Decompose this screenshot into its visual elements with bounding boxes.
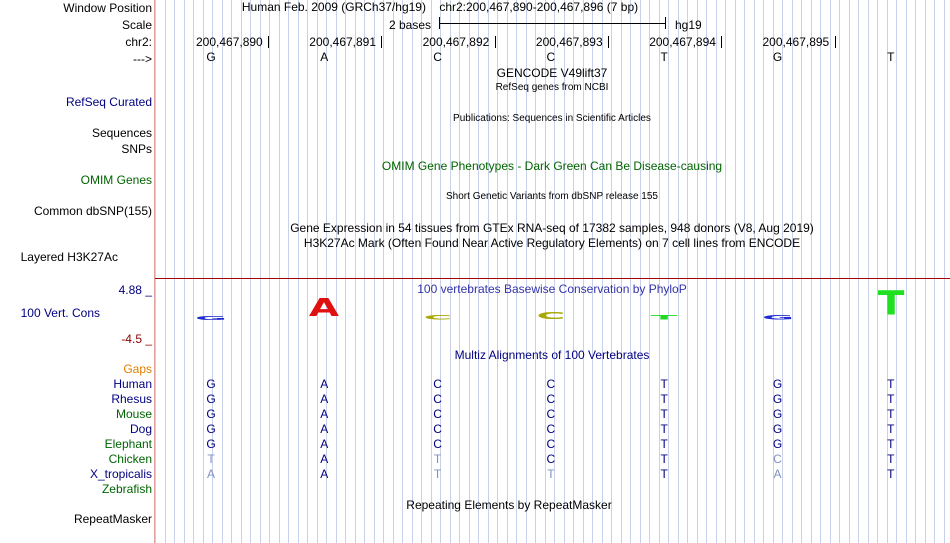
phylop-track-title[interactable]: 100 vertebrates Basewise Conservation by PhyloP bbox=[417, 282, 687, 296]
grid-line bbox=[345, 0, 346, 543]
conservation-logo-letter: C bbox=[536, 310, 566, 322]
ruler-coordinate: 200,467,891 bbox=[309, 35, 377, 49]
aligned-base: G bbox=[206, 437, 216, 451]
aligned-base: T bbox=[887, 437, 895, 451]
aligned-base: A bbox=[320, 467, 329, 481]
grid-line bbox=[763, 0, 764, 543]
aligned-base: C bbox=[433, 392, 442, 406]
aligned-base: G bbox=[206, 407, 216, 421]
grid-line bbox=[402, 0, 403, 543]
h3k27ac-track-title[interactable]: H3K27Ac Mark (Often Found Near Active Regulatory Elements) on 7 cell lines from ENCODE bbox=[303, 236, 801, 250]
scale-db-text: hg19 bbox=[675, 18, 702, 32]
species-label[interactable]: Elephant bbox=[104, 437, 152, 451]
grid-line bbox=[288, 0, 289, 543]
aligned-base: T bbox=[660, 452, 668, 466]
species-label[interactable]: Human bbox=[113, 377, 152, 391]
aligned-base: C bbox=[546, 452, 556, 466]
aligned-base: T bbox=[887, 407, 895, 421]
conservation-logo-letter: C bbox=[423, 313, 452, 322]
aligned-base: C bbox=[546, 377, 556, 391]
grid-line bbox=[877, 0, 878, 543]
strand-arrow-label: ---> bbox=[133, 52, 152, 66]
aligned-base: A bbox=[320, 407, 329, 421]
grid-line bbox=[621, 0, 622, 543]
aligned-base: T bbox=[433, 452, 442, 466]
cons-min-label: -4.5 _ bbox=[121, 332, 152, 346]
reference-base: T bbox=[887, 50, 895, 64]
sequences-label[interactable]: Sequences bbox=[91, 126, 152, 140]
grid-line bbox=[336, 0, 337, 543]
grid-line bbox=[849, 0, 850, 543]
grid-line bbox=[364, 0, 365, 543]
grid-line bbox=[260, 0, 261, 543]
grid-line bbox=[934, 0, 935, 543]
conservation-logo-letter: G bbox=[194, 314, 228, 322]
species-label[interactable]: Mouse bbox=[115, 407, 152, 421]
grid-line bbox=[801, 0, 802, 543]
aligned-base: T bbox=[207, 452, 215, 466]
aligned-base: A bbox=[320, 452, 329, 466]
grid-line bbox=[459, 0, 460, 543]
reference-base: G bbox=[772, 50, 783, 64]
grid-line bbox=[165, 0, 166, 543]
grid-line bbox=[725, 0, 726, 543]
grid-line bbox=[231, 0, 232, 543]
grid-line bbox=[754, 0, 755, 543]
species-label[interactable]: Rhesus bbox=[111, 392, 152, 406]
aligned-base: T bbox=[887, 422, 895, 436]
scale-bar-right-cap bbox=[665, 17, 666, 29]
common-dbsnp-label[interactable]: Common dbSNP(155) bbox=[33, 204, 152, 218]
scale-label: Scale bbox=[121, 18, 152, 32]
position-header bbox=[242, 0, 638, 14]
cons-max-label: 4.88 _ bbox=[118, 283, 152, 297]
reference-base: C bbox=[433, 50, 442, 64]
omim-phenotypes-title[interactable]: OMIM Gene Phenotypes - Dark Green Can Be Disease-causing bbox=[381, 159, 723, 173]
grid-line bbox=[687, 0, 688, 543]
grid-line bbox=[820, 0, 821, 543]
ruler-coordinate: 200,467,893 bbox=[535, 35, 603, 49]
species-label[interactable]: X_tropicalis bbox=[89, 467, 152, 481]
grid-line bbox=[383, 0, 384, 543]
aligned-base: A bbox=[320, 377, 329, 391]
ruler-tick bbox=[835, 36, 836, 48]
dbsnp-track-desc: Short Genetic Variants from dbSNP release 155 bbox=[446, 191, 658, 202]
species-label[interactable]: Dog bbox=[129, 422, 152, 436]
publications-track-title[interactable]: Publications: Sequences in Scientific Articles bbox=[453, 113, 651, 124]
reference-base: G bbox=[206, 50, 216, 64]
grid-line bbox=[317, 0, 318, 543]
species-label[interactable]: Zebrafish bbox=[101, 482, 152, 496]
aligned-base: C bbox=[433, 437, 442, 451]
grid-line bbox=[488, 0, 489, 543]
repeatmasker-label[interactable]: RepeatMasker bbox=[73, 512, 152, 526]
grid-line bbox=[630, 0, 631, 543]
aligned-base: G bbox=[206, 377, 216, 391]
aligned-base: C bbox=[546, 422, 556, 436]
grid-line bbox=[925, 0, 926, 543]
layered-h3k27ac-label[interactable]: Layered H3K27Ac bbox=[20, 250, 118, 264]
conservation-logo-letter: T bbox=[877, 284, 905, 324]
grid-line bbox=[203, 0, 204, 543]
grid-line bbox=[668, 0, 669, 543]
repeatmasker-track-title[interactable]: Repeating Elements by RepeatMasker bbox=[406, 498, 612, 512]
aligned-base: T bbox=[547, 467, 555, 481]
aligned-base: C bbox=[546, 407, 556, 421]
aligned-base: A bbox=[206, 467, 216, 481]
grid-line bbox=[250, 0, 251, 543]
ruler-coordinate: 200,467,890 bbox=[196, 35, 263, 49]
gaps-label: Gaps bbox=[123, 362, 152, 376]
genome-browser-image[interactable] bbox=[155, 0, 950, 543]
aligned-base: G bbox=[772, 422, 783, 436]
grid-line bbox=[193, 0, 194, 543]
aligned-base: T bbox=[660, 407, 668, 421]
grid-line bbox=[174, 0, 175, 543]
conservation-top-divider bbox=[155, 278, 950, 279]
grid-line bbox=[896, 0, 897, 543]
conservation-logo-letter: G bbox=[761, 313, 794, 322]
aligned-base: T bbox=[660, 377, 668, 391]
ruler-tick bbox=[608, 36, 609, 48]
aligned-base: T bbox=[660, 422, 668, 436]
grid-line bbox=[640, 0, 641, 543]
aligned-base: G bbox=[772, 392, 783, 406]
aligned-base: T bbox=[887, 392, 895, 406]
grid-line bbox=[830, 0, 831, 543]
aligned-base: T bbox=[887, 452, 895, 466]
refseq-curated-label[interactable]: RefSeq Curated bbox=[65, 95, 152, 109]
ruler-coordinate: 200,467,894 bbox=[649, 35, 716, 49]
aligned-base: C bbox=[433, 422, 442, 436]
grid-line bbox=[611, 0, 612, 543]
aligned-base: T bbox=[887, 377, 895, 391]
grid-line bbox=[915, 0, 916, 543]
assembly-text: Human Feb. 2009 (GRCh37/hg19) bbox=[241, 0, 426, 14]
omim-genes-label[interactable]: OMIM Genes bbox=[80, 173, 152, 187]
reference-base: C bbox=[546, 50, 556, 64]
grid-line bbox=[944, 0, 945, 543]
aligned-base: C bbox=[546, 392, 556, 406]
grid-line bbox=[269, 0, 270, 543]
grid-line bbox=[706, 0, 707, 543]
conservation-logo-letter: T bbox=[650, 313, 678, 322]
species-label[interactable]: Chicken bbox=[108, 452, 152, 466]
grid-line bbox=[431, 0, 432, 543]
grid-line bbox=[421, 0, 422, 543]
grid-line bbox=[839, 0, 840, 543]
reference-base: T bbox=[660, 50, 668, 64]
aligned-base: C bbox=[433, 407, 442, 421]
grid-line bbox=[678, 0, 679, 543]
reference-base: A bbox=[320, 50, 329, 64]
aligned-base: A bbox=[320, 392, 329, 406]
grid-line bbox=[478, 0, 479, 543]
aligned-base: C bbox=[546, 437, 556, 451]
grid-line bbox=[298, 0, 299, 543]
grid-line bbox=[393, 0, 394, 543]
gencode-track-title[interactable]: GENCODE V49lift37 bbox=[496, 66, 608, 80]
grid-line bbox=[792, 0, 793, 543]
aligned-base: T bbox=[433, 467, 442, 481]
ruler-coordinate: 200,467,895 bbox=[762, 35, 830, 49]
aligned-base: T bbox=[887, 467, 895, 481]
grid-line bbox=[697, 0, 698, 543]
grid-line bbox=[412, 0, 413, 543]
gtex-track-title[interactable]: Gene Expression in 54 tissues from GTEx RNA-seq of 17382 samples, 948 donors (V8, Aug 2019) bbox=[290, 221, 814, 235]
grid-line bbox=[307, 0, 308, 543]
ruler-tick bbox=[495, 36, 496, 48]
grid-line bbox=[155, 0, 156, 543]
aligned-base: T bbox=[660, 392, 668, 406]
aligned-base: G bbox=[772, 437, 783, 451]
grid-line bbox=[450, 0, 451, 543]
snps-label[interactable]: SNPs bbox=[121, 142, 152, 156]
refseq-track-desc: RefSeq genes from NCBI bbox=[495, 82, 609, 93]
grid-line bbox=[241, 0, 242, 543]
grid-line bbox=[469, 0, 470, 543]
aligned-base: C bbox=[773, 452, 782, 466]
aligned-base: G bbox=[206, 422, 216, 436]
scale-bar bbox=[439, 23, 666, 24]
grid-line bbox=[184, 0, 185, 543]
aligned-base: G bbox=[772, 377, 783, 391]
grid-line bbox=[858, 0, 859, 543]
grid-line bbox=[355, 0, 356, 543]
vert-cons-label[interactable]: 100 Vert. Cons bbox=[20, 306, 100, 320]
grid-line bbox=[374, 0, 375, 543]
grid-line bbox=[906, 0, 907, 543]
window-position-label: Window Position bbox=[63, 1, 152, 15]
ruler-tick bbox=[721, 36, 722, 48]
aligned-base: T bbox=[660, 467, 668, 481]
grid-line bbox=[649, 0, 650, 543]
conservation-logo-letter: A bbox=[309, 294, 340, 323]
aligned-base: G bbox=[772, 407, 783, 421]
aligned-base: C bbox=[433, 377, 442, 391]
aligned-base: T bbox=[660, 437, 668, 451]
aligned-base: A bbox=[320, 437, 329, 451]
position-text: chr2:200,467,890-200,467,896 (7 bp) bbox=[439, 0, 639, 14]
aligned-base: A bbox=[320, 422, 329, 436]
ruler-coordinate: 200,467,892 bbox=[422, 35, 490, 49]
chrom-label: chr2: bbox=[125, 35, 152, 49]
grid-line bbox=[222, 0, 223, 543]
grid-line bbox=[735, 0, 736, 543]
scale-text: 2 bases bbox=[389, 18, 432, 32]
grid-line bbox=[868, 0, 869, 543]
ruler-tick bbox=[381, 36, 382, 48]
grid-line bbox=[279, 0, 280, 543]
track-labels-panel bbox=[0, 0, 154, 543]
ruler-tick bbox=[268, 36, 269, 48]
grid-line bbox=[716, 0, 717, 543]
grid-line bbox=[811, 0, 812, 543]
grid-line bbox=[744, 0, 745, 543]
aligned-base: G bbox=[206, 392, 216, 406]
aligned-base: A bbox=[773, 467, 782, 481]
multiz-track-title[interactable]: Multiz Alignments of 100 Vertebrates bbox=[454, 348, 650, 362]
